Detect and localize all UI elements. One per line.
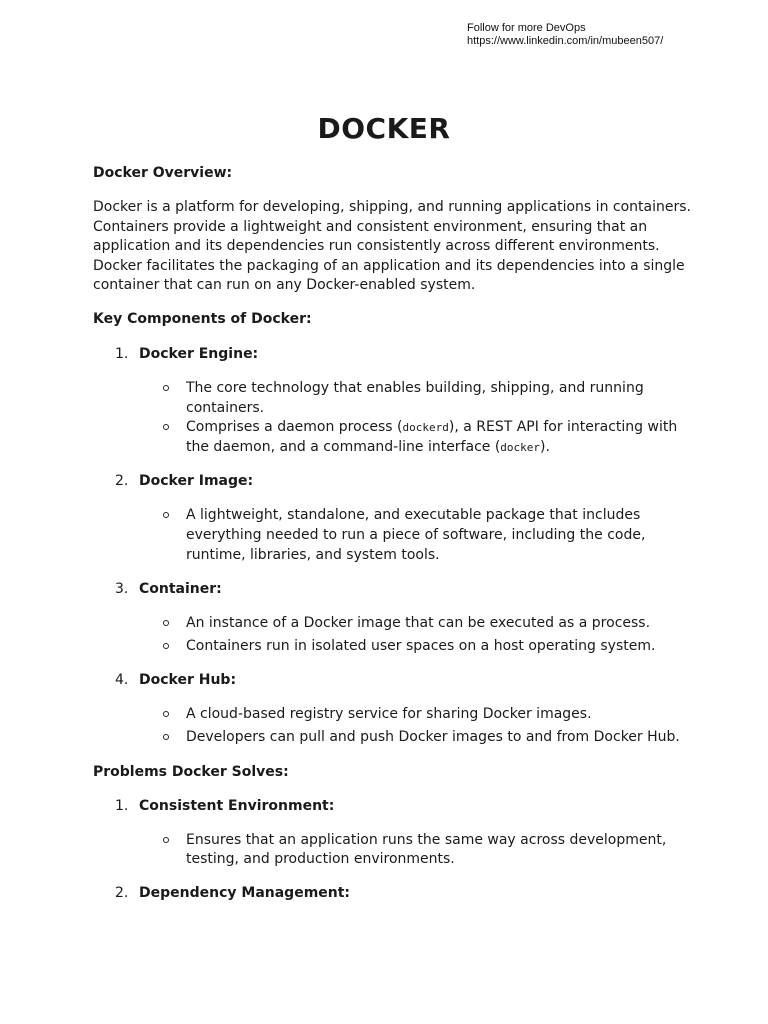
item-number: 1. [115, 797, 129, 814]
bullet-list [93, 506, 693, 565]
item-title: Docker Image: [139, 473, 254, 490]
item-title: Docker Engine: [139, 345, 259, 362]
list-item: Ensures that an application runs the same way across development, testing, and production environments. [93, 831, 693, 870]
component-item [93, 671, 693, 690]
bullet-icon [163, 385, 169, 391]
components-heading: Key Components of Docker: [93, 310, 312, 327]
component-item [93, 580, 693, 599]
overview-paragraph: Docker is a platform for developing, shipping, and running applications in containers. Containers provide a lightweight and consistent environment, ensuring that an application and its dependencies run consistently across different environments. Docker facilitates the packaging of an application and its dependencies into a single container that can run on any Docker-enabled system. [93, 199, 691, 294]
problem-item [93, 797, 693, 816]
overview-heading: Docker Overview: [93, 165, 233, 181]
header-note [467, 22, 663, 48]
component-item [93, 472, 693, 491]
component-item [93, 345, 693, 364]
item-number: 4. [115, 672, 129, 689]
item-number: 1. [115, 345, 129, 362]
list-item: A cloud-based registry service for sharing Docker images. [93, 705, 693, 725]
bullet-list [93, 614, 693, 656]
page-title: DOCKER [317, 112, 451, 145]
bullet-icon [163, 620, 169, 626]
bullet-icon [163, 711, 169, 717]
bullet-icon [163, 643, 169, 649]
item-number: 2. [115, 473, 129, 490]
list-item: Comprises a daemon process (dockerd), a REST API for interacting with the daemon, and a command-line interface (docker). [93, 418, 693, 457]
document-body [93, 164, 693, 903]
bullet-list [93, 705, 693, 747]
item-title: Docker Hub: [139, 672, 237, 689]
inline-code: dockerd [402, 421, 449, 435]
linkedin-url[interactable]: https://www.linkedin.com/in/mubeen507/ [467, 35, 664, 47]
item-number: 2. [115, 884, 129, 901]
list-item: A lightweight, standalone, and executable package that includes everything needed to run a piece of software, including the code, runtime, libraries, and system tools. [93, 506, 693, 565]
follow-text: Follow for more DevOps [467, 22, 586, 34]
problems-heading: Problems Docker Solves: [93, 763, 289, 780]
list-item: Containers run in isolated user spaces on a host operating system. [93, 637, 693, 657]
list-item: Developers can pull and push Docker images to and from Docker Hub. [93, 728, 693, 748]
inline-code: docker [500, 440, 541, 454]
item-title: Container: [139, 581, 222, 598]
list-item: The core technology that enables building, shipping, and running containers. [93, 379, 693, 418]
item-title: Consistent Environment: [139, 797, 335, 814]
item-number: 3. [115, 581, 129, 598]
bullet-icon [163, 837, 169, 843]
problem-item [93, 884, 693, 903]
bullet-list [93, 379, 693, 457]
item-title: Dependency Management: [139, 884, 351, 901]
bullet-icon [163, 424, 169, 430]
bullet-icon [163, 512, 169, 518]
list-item: An instance of a Docker image that can be executed as a process. [93, 614, 693, 634]
bullet-icon [163, 734, 169, 740]
bullet-list [93, 831, 693, 870]
